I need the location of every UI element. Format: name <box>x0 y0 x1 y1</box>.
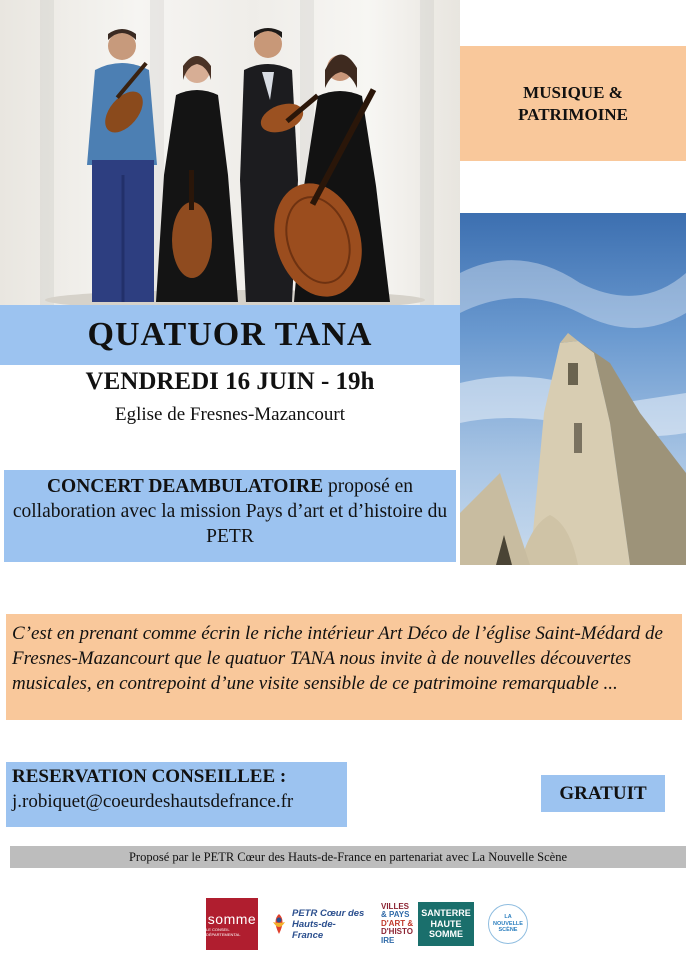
vpah-line-3: D'ART & <box>381 918 414 928</box>
vpah-line-4: D'HISTO <box>381 927 413 937</box>
price-badge <box>541 775 665 812</box>
musician-violinist-2 <box>156 56 238 302</box>
musician-violinist-1 <box>87 29 157 302</box>
price-text: GRATUIT <box>559 782 647 804</box>
concert-title: QUATUOR TANA <box>87 316 373 353</box>
lns-line-1: LA <box>504 914 512 921</box>
villes-pays-art-histoire-logo <box>381 902 415 946</box>
concert-description-box <box>4 470 456 562</box>
reservation-box <box>6 762 347 827</box>
somme-logo <box>206 898 258 950</box>
concert-type: CONCERT DEAMBULATOIRE <box>46 476 324 497</box>
petr-logo <box>270 898 365 950</box>
reservation-email[interactable]: j.robiquet@coeurdeshautsdefrance.fr <box>12 791 294 812</box>
somme-logo-name: somme <box>207 911 257 927</box>
somme-logo-subtitle: LE CONSEIL DÉPARTEMENTAL <box>206 927 241 937</box>
lns-line-3: SCÈNE <box>498 927 518 934</box>
vpah-line-5: IRE <box>381 935 395 945</box>
concert-partnership: proposé en collaboration avec la mission Pays d’art et d’histoire du PETR <box>12 476 448 547</box>
santerre-line-2: HAUTE <box>430 918 462 929</box>
partner-text: Proposé par le PETR Cœur des Hauts-de-France en partenariat avec La Nouvelle Scène <box>128 849 568 864</box>
reservation-title: RESERVATION CONSEILLEE : <box>12 766 287 787</box>
lns-line-2: NOUVELLE <box>493 920 523 927</box>
vpah-line-2: & PAYS <box>381 910 410 920</box>
event-date: VENDREDI 16 JUIN - 19h <box>85 368 375 395</box>
category-tag-text: MUSIQUE & PATRIMOINE <box>518 82 628 124</box>
santerre-line-1: SANTERRE <box>421 908 471 919</box>
category-tag <box>460 46 686 161</box>
santerre-haute-somme-logo <box>418 902 474 946</box>
petr-logo-line2: Hauts-de-France <box>292 918 336 941</box>
event-description: C’est en prenant comme écrin le riche intérieur Art Déco de l’église Saint-Médard de Fresnes-Mazancourt que le quatuor TANA nous invite à de nouvelles découvertes musicales, en contrepoint d’une visite sensible de ce patrimoine remarquable ... <box>6 614 682 720</box>
concert-title-banner <box>0 305 460 365</box>
santerre-line-3: SOMME <box>428 929 463 940</box>
event-venue: Eglise de Fresnes-Mazancourt <box>114 404 346 425</box>
vpah-line-1: VILLES <box>381 901 410 911</box>
petr-logo-line1: PETR Cœur des <box>292 907 365 919</box>
church-photo <box>460 213 686 565</box>
partner-bar <box>10 846 686 868</box>
la-nouvelle-scene-logo <box>488 904 528 944</box>
petr-mark-icon <box>270 912 288 936</box>
quartet-photo <box>0 0 460 305</box>
